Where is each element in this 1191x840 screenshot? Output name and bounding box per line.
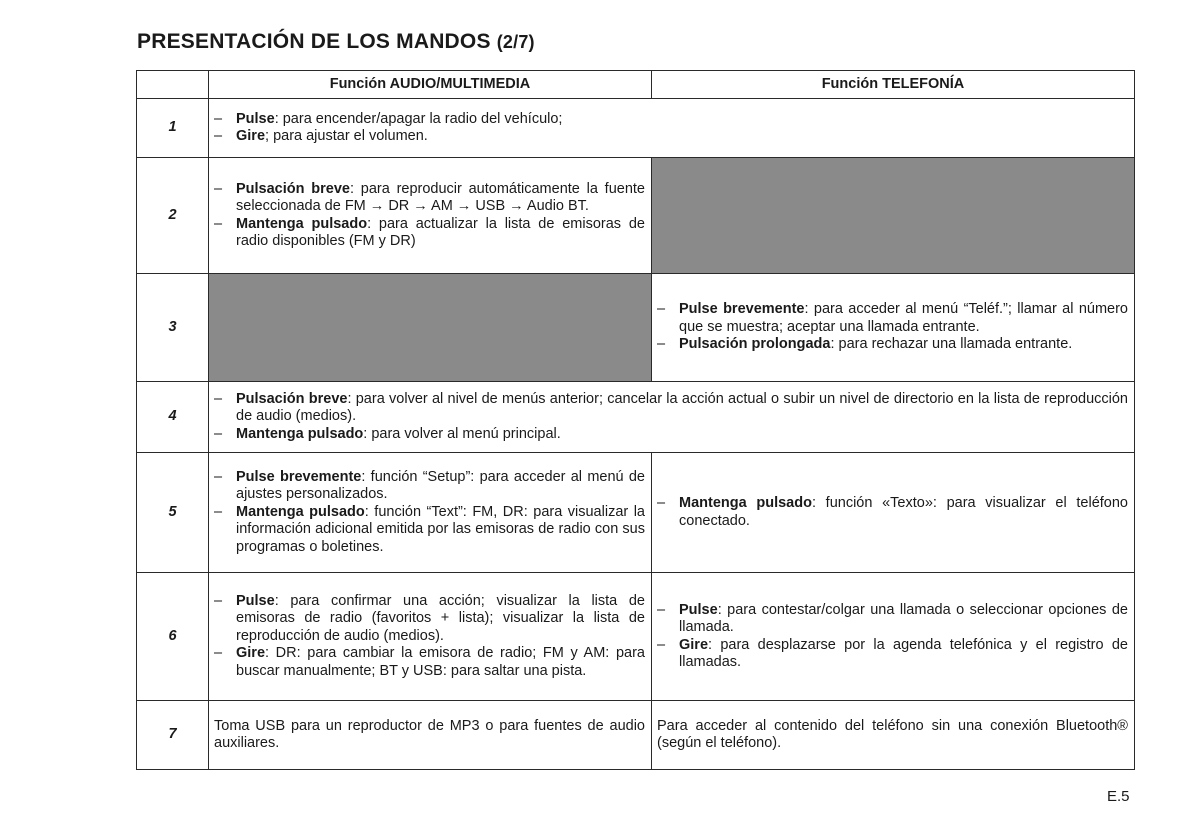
list-item bbox=[214, 391, 1128, 426]
row-number: 7 bbox=[137, 701, 209, 770]
row-number: 2 bbox=[137, 158, 209, 274]
list-item bbox=[657, 637, 1128, 672]
list-item bbox=[214, 426, 1128, 444]
list-item bbox=[214, 181, 645, 216]
item-text: : para confirmar una acción; visualizar la lista de emisoras de radio (favoritos + lista); visualizar la lista de reproducción de audio (medios). bbox=[236, 592, 645, 644]
list-item bbox=[657, 602, 1128, 637]
cell-content bbox=[209, 389, 1134, 446]
dash-bullet: – bbox=[214, 128, 223, 144]
page-title bbox=[137, 30, 535, 54]
list-item bbox=[214, 111, 1128, 129]
item-lead: Pulse brevemente bbox=[236, 468, 362, 485]
list-item bbox=[657, 301, 1128, 336]
dash-bullet: – bbox=[214, 503, 223, 520]
table-row bbox=[137, 382, 1135, 453]
item-text: : para encender/apagar la radio del vehículo; bbox=[274, 110, 563, 127]
item-lead: Pulse bbox=[236, 110, 275, 127]
dash-bullet: – bbox=[214, 645, 223, 662]
cell-content bbox=[652, 493, 1134, 532]
list-item bbox=[214, 504, 645, 557]
item-text: ; para ajustar el volumen. bbox=[265, 128, 428, 144]
list-item bbox=[214, 469, 645, 504]
item-lead: Pulsación breve bbox=[236, 390, 348, 407]
dash-bullet: – bbox=[214, 468, 223, 485]
item-text: : para contestar/colgar una llamada o seleccionar opciones de llamada. bbox=[679, 601, 1128, 635]
item-lead: Pulsación breve bbox=[236, 180, 350, 197]
dash-bullet: – bbox=[657, 601, 666, 618]
item-lead: Pulse bbox=[236, 592, 275, 609]
phone-cell bbox=[652, 701, 1135, 770]
phone-cell bbox=[652, 453, 1135, 573]
item-text: : para volver al menú principal. bbox=[363, 425, 561, 442]
controls-table bbox=[136, 70, 1135, 770]
cell-content bbox=[209, 591, 651, 683]
phone-cell bbox=[652, 274, 1135, 382]
header-audio: Función AUDIO/MULTIMEDIA bbox=[209, 71, 652, 99]
audio-cell bbox=[209, 573, 652, 701]
row-number: 4 bbox=[137, 382, 209, 453]
dash-bullet: – bbox=[214, 592, 223, 609]
item-lead: Pulsación prolongada bbox=[679, 336, 831, 353]
table-row bbox=[137, 453, 1135, 573]
dash-bullet: – bbox=[657, 495, 666, 511]
item-text: : para reproducir automáticamente la fuente seleccionada de FM → DR → AM → USB → Audio BT. bbox=[236, 180, 645, 214]
item-text: : para actualizar la lista de emisoras de radio disponibles (FM y DR) bbox=[236, 215, 645, 249]
title-text: PRESENTACIÓN DE LOS MANDOS bbox=[137, 30, 491, 53]
phone-text: Para acceder al contenido del teléfono sin una conexión Bluetooth® (según el teléfono). bbox=[657, 717, 1128, 751]
item-text: : función «Texto»: para visualizar el teléfono conectado. bbox=[679, 495, 1128, 529]
item-lead: Gire bbox=[236, 645, 266, 662]
list-item bbox=[214, 216, 645, 251]
audio-cell bbox=[209, 158, 652, 274]
title-page-count: (2/7) bbox=[496, 32, 535, 52]
item-text: : para volver al nivel de menús anterior; cancelar la acción actual o subir un nivel de directorio en la lista de reproducción de audio (medios). bbox=[236, 390, 1128, 425]
dash-bullet: – bbox=[214, 110, 223, 127]
dash-bullet: – bbox=[657, 636, 666, 653]
item-lead: Mantenga pulsado bbox=[679, 495, 812, 511]
item-lead: Pulse brevemente bbox=[679, 301, 805, 318]
item-text: : para acceder al menú “Teléf.”; llamar al número que se muestra; aceptar una llamada entrante. bbox=[679, 301, 1128, 335]
cell-content bbox=[209, 179, 651, 253]
item-lead: Mantenga pulsado bbox=[236, 215, 368, 232]
dash-bullet: – bbox=[214, 215, 223, 232]
audio-phone-cell bbox=[209, 382, 1135, 453]
row-number: 3 bbox=[137, 274, 209, 382]
page-number: E.5 bbox=[1107, 788, 1130, 805]
audio-cell bbox=[209, 701, 652, 770]
cell-content bbox=[209, 109, 1134, 148]
dash-bullet: – bbox=[657, 336, 666, 353]
list-item bbox=[214, 128, 1128, 146]
item-lead: Mantenga pulsado bbox=[236, 503, 365, 520]
table-header-row bbox=[137, 71, 1135, 99]
dash-bullet: – bbox=[214, 425, 223, 442]
item-lead: Pulse bbox=[679, 601, 718, 618]
item-lead: Gire bbox=[236, 128, 266, 144]
item-text: : para rechazar una llamada entrante. bbox=[830, 336, 1073, 353]
phone-cell bbox=[652, 573, 1135, 701]
header-num bbox=[137, 71, 209, 99]
table-row bbox=[137, 573, 1135, 701]
audio-cell bbox=[209, 453, 652, 573]
item-lead: Mantenga pulsado bbox=[236, 425, 364, 442]
dash-bullet: – bbox=[214, 180, 223, 197]
table-row bbox=[137, 701, 1135, 770]
cell-content bbox=[652, 299, 1134, 356]
item-lead: Gire bbox=[679, 636, 709, 653]
table-row bbox=[137, 158, 1135, 274]
item-text: : para desplazarse por la agenda telefónica y el registro de llamadas. bbox=[679, 636, 1128, 670]
row-number: 6 bbox=[137, 573, 209, 701]
cell-content bbox=[209, 467, 651, 559]
list-item bbox=[657, 336, 1128, 354]
dash-bullet: – bbox=[657, 301, 666, 318]
phone-cell-empty bbox=[652, 158, 1135, 274]
item-text: : función “Setup”: para acceder al menú de ajustes personalizados. bbox=[236, 468, 645, 503]
item-text: : DR: para cambiar la emisora de radio; FM y AM: para buscar manualmente; BT y USB: para saltar una pista. bbox=[236, 645, 645, 679]
row-number: 5 bbox=[137, 453, 209, 573]
list-item bbox=[214, 593, 645, 646]
cell-content bbox=[652, 600, 1134, 674]
dash-bullet: – bbox=[214, 390, 223, 407]
audio-cell-empty bbox=[209, 274, 652, 382]
audio-text: Toma USB para un reproductor de MP3 o para fuentes de audio auxiliares. bbox=[214, 717, 645, 751]
table-row bbox=[137, 274, 1135, 382]
audio-phone-cell bbox=[209, 99, 1135, 158]
row-number: 1 bbox=[137, 99, 209, 158]
table-row bbox=[137, 99, 1135, 158]
list-item bbox=[214, 645, 645, 680]
list-item bbox=[657, 495, 1128, 530]
header-phone: Función TELEFONÍA bbox=[652, 71, 1135, 99]
item-text: : función “Text”: FM, DR: para visualizar la información adicional emitida por las emisoras de radio con sus programas o boletines. bbox=[236, 503, 645, 555]
